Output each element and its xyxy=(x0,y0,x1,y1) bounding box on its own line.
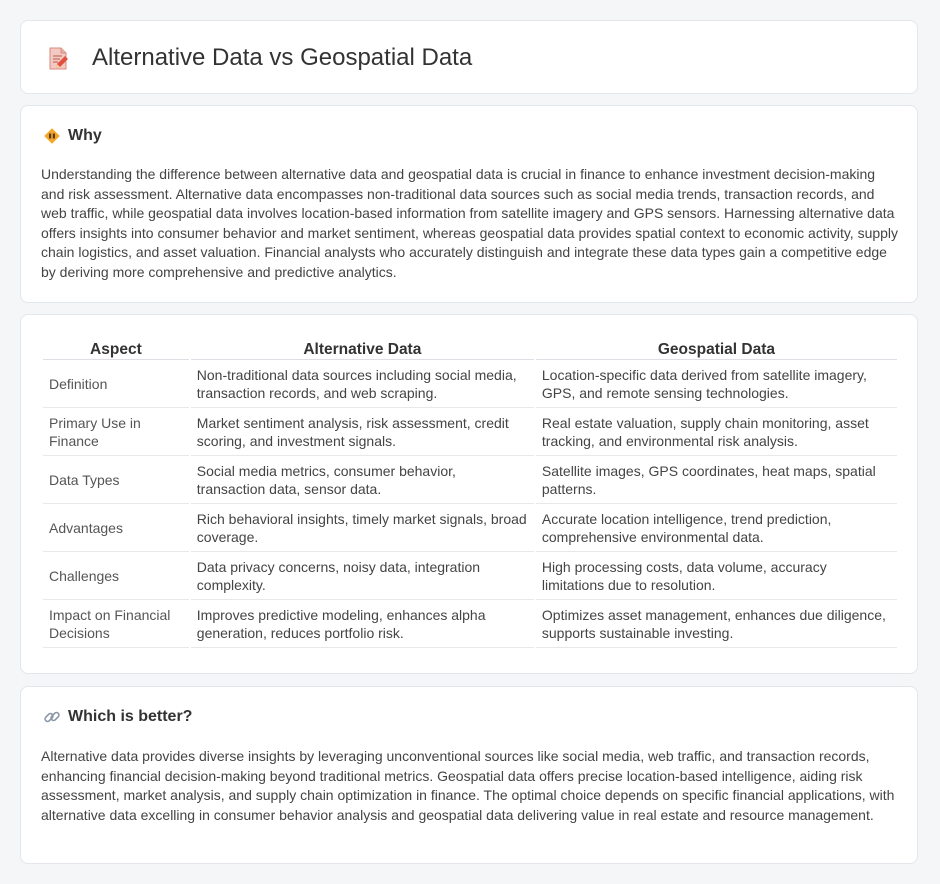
geospatial-cell: Real estate valuation, supply chain monitoring, asset tracking, and environmental risk analysis. xyxy=(536,408,897,456)
header-geospatial: Geospatial Data xyxy=(536,335,897,360)
header-alternative: Alternative Data xyxy=(191,335,534,360)
geospatial-cell: High processing costs, data volume, accuracy limitations due to resolution. xyxy=(536,552,897,600)
table-row xyxy=(43,456,897,504)
table-row xyxy=(43,360,897,408)
alternative-cell: Data privacy concerns, noisy data, integration complexity. xyxy=(191,552,534,600)
aspect-cell: Challenges xyxy=(43,552,189,600)
geospatial-cell: Location-specific data derived from satellite imagery, GPS, and remote sensing technologies. xyxy=(536,360,897,408)
geospatial-cell: Optimizes asset management, enhances due diligence, supports sustainable investing. xyxy=(536,600,897,648)
aspect-cell: Impact on Financial Decisions xyxy=(43,600,189,648)
page-title: Alternative Data vs Geospatial Data xyxy=(92,44,473,71)
link-icon xyxy=(43,708,61,726)
aspect-cell: Advantages xyxy=(43,504,189,552)
which-is-better-section xyxy=(20,686,918,864)
aspect-cell: Definition xyxy=(43,360,189,408)
comparison-table xyxy=(41,335,899,648)
better-heading-row xyxy=(43,708,192,726)
alternative-cell: Social media metrics, consumer behavior, transaction data, sensor data. xyxy=(191,456,534,504)
geospatial-cell: Accurate location intelligence, trend prediction, comprehensive environmental data. xyxy=(536,504,897,552)
table-header-row xyxy=(43,335,897,360)
aspect-cell: Primary Use in Finance xyxy=(43,408,189,456)
alternative-cell: Improves predictive modeling, enhances alpha generation, reduces portfolio risk. xyxy=(191,600,534,648)
alternative-cell: Non-traditional data sources including social media, transaction records, and web scraping. xyxy=(191,360,534,408)
header-aspect: Aspect xyxy=(43,335,189,360)
better-heading: Which is better? xyxy=(68,708,193,725)
document-edit-icon xyxy=(47,47,69,71)
table-row xyxy=(43,600,897,648)
table-row xyxy=(43,408,897,456)
why-section xyxy=(20,105,918,303)
diamond-warning-icon xyxy=(43,127,61,145)
aspect-cell: Data Types xyxy=(43,456,189,504)
geospatial-cell: Satellite images, GPS coordinates, heat maps, spatial patterns. xyxy=(536,456,897,504)
comparison-section xyxy=(20,314,918,674)
better-text: Alternative data provides diverse insights by leveraging unconventional sources like social media, web traffic, and transaction records, enhancing financial decision-making beyond traditional metrics. Geospatial data offers precise location-based intelligence, aiding risk assessment, market analysis, and supply chain optimization in finance. The optimal choice depends on specific financial applications, with alternative data excelling in consumer behavior analysis and geospatial data delivering value in real estate and resource management. xyxy=(41,748,895,823)
why-text: Understanding the difference between alternative data and geospatial data is crucial in finance to enhance investment decision-making and risk assessment. Alternative data encompasses non-traditional data sources such as social media trends, transaction records, and web traffic, while geospatial data involves location-based information from satellite imagery and GPS sensors. Harnessing alternative data offers insights into consumer behavior and market sentiment, whereas geospatial data provides spatial context to economic activity, supply chain logistics, and asset valuation. Financial analysts who accurately distinguish and integrate these data types gain a competitive edge by deriving more comprehensive and predictive analytics. xyxy=(41,166,899,280)
table-row xyxy=(43,504,897,552)
alternative-cell: Rich behavioral insights, timely market signals, broad coverage. xyxy=(191,504,534,552)
why-heading-row xyxy=(43,127,102,145)
title-card xyxy=(20,20,918,94)
why-heading: Why xyxy=(68,127,102,144)
table-row xyxy=(43,552,897,600)
alternative-cell: Market sentiment analysis, risk assessment, credit scoring, and investment signals. xyxy=(191,408,534,456)
